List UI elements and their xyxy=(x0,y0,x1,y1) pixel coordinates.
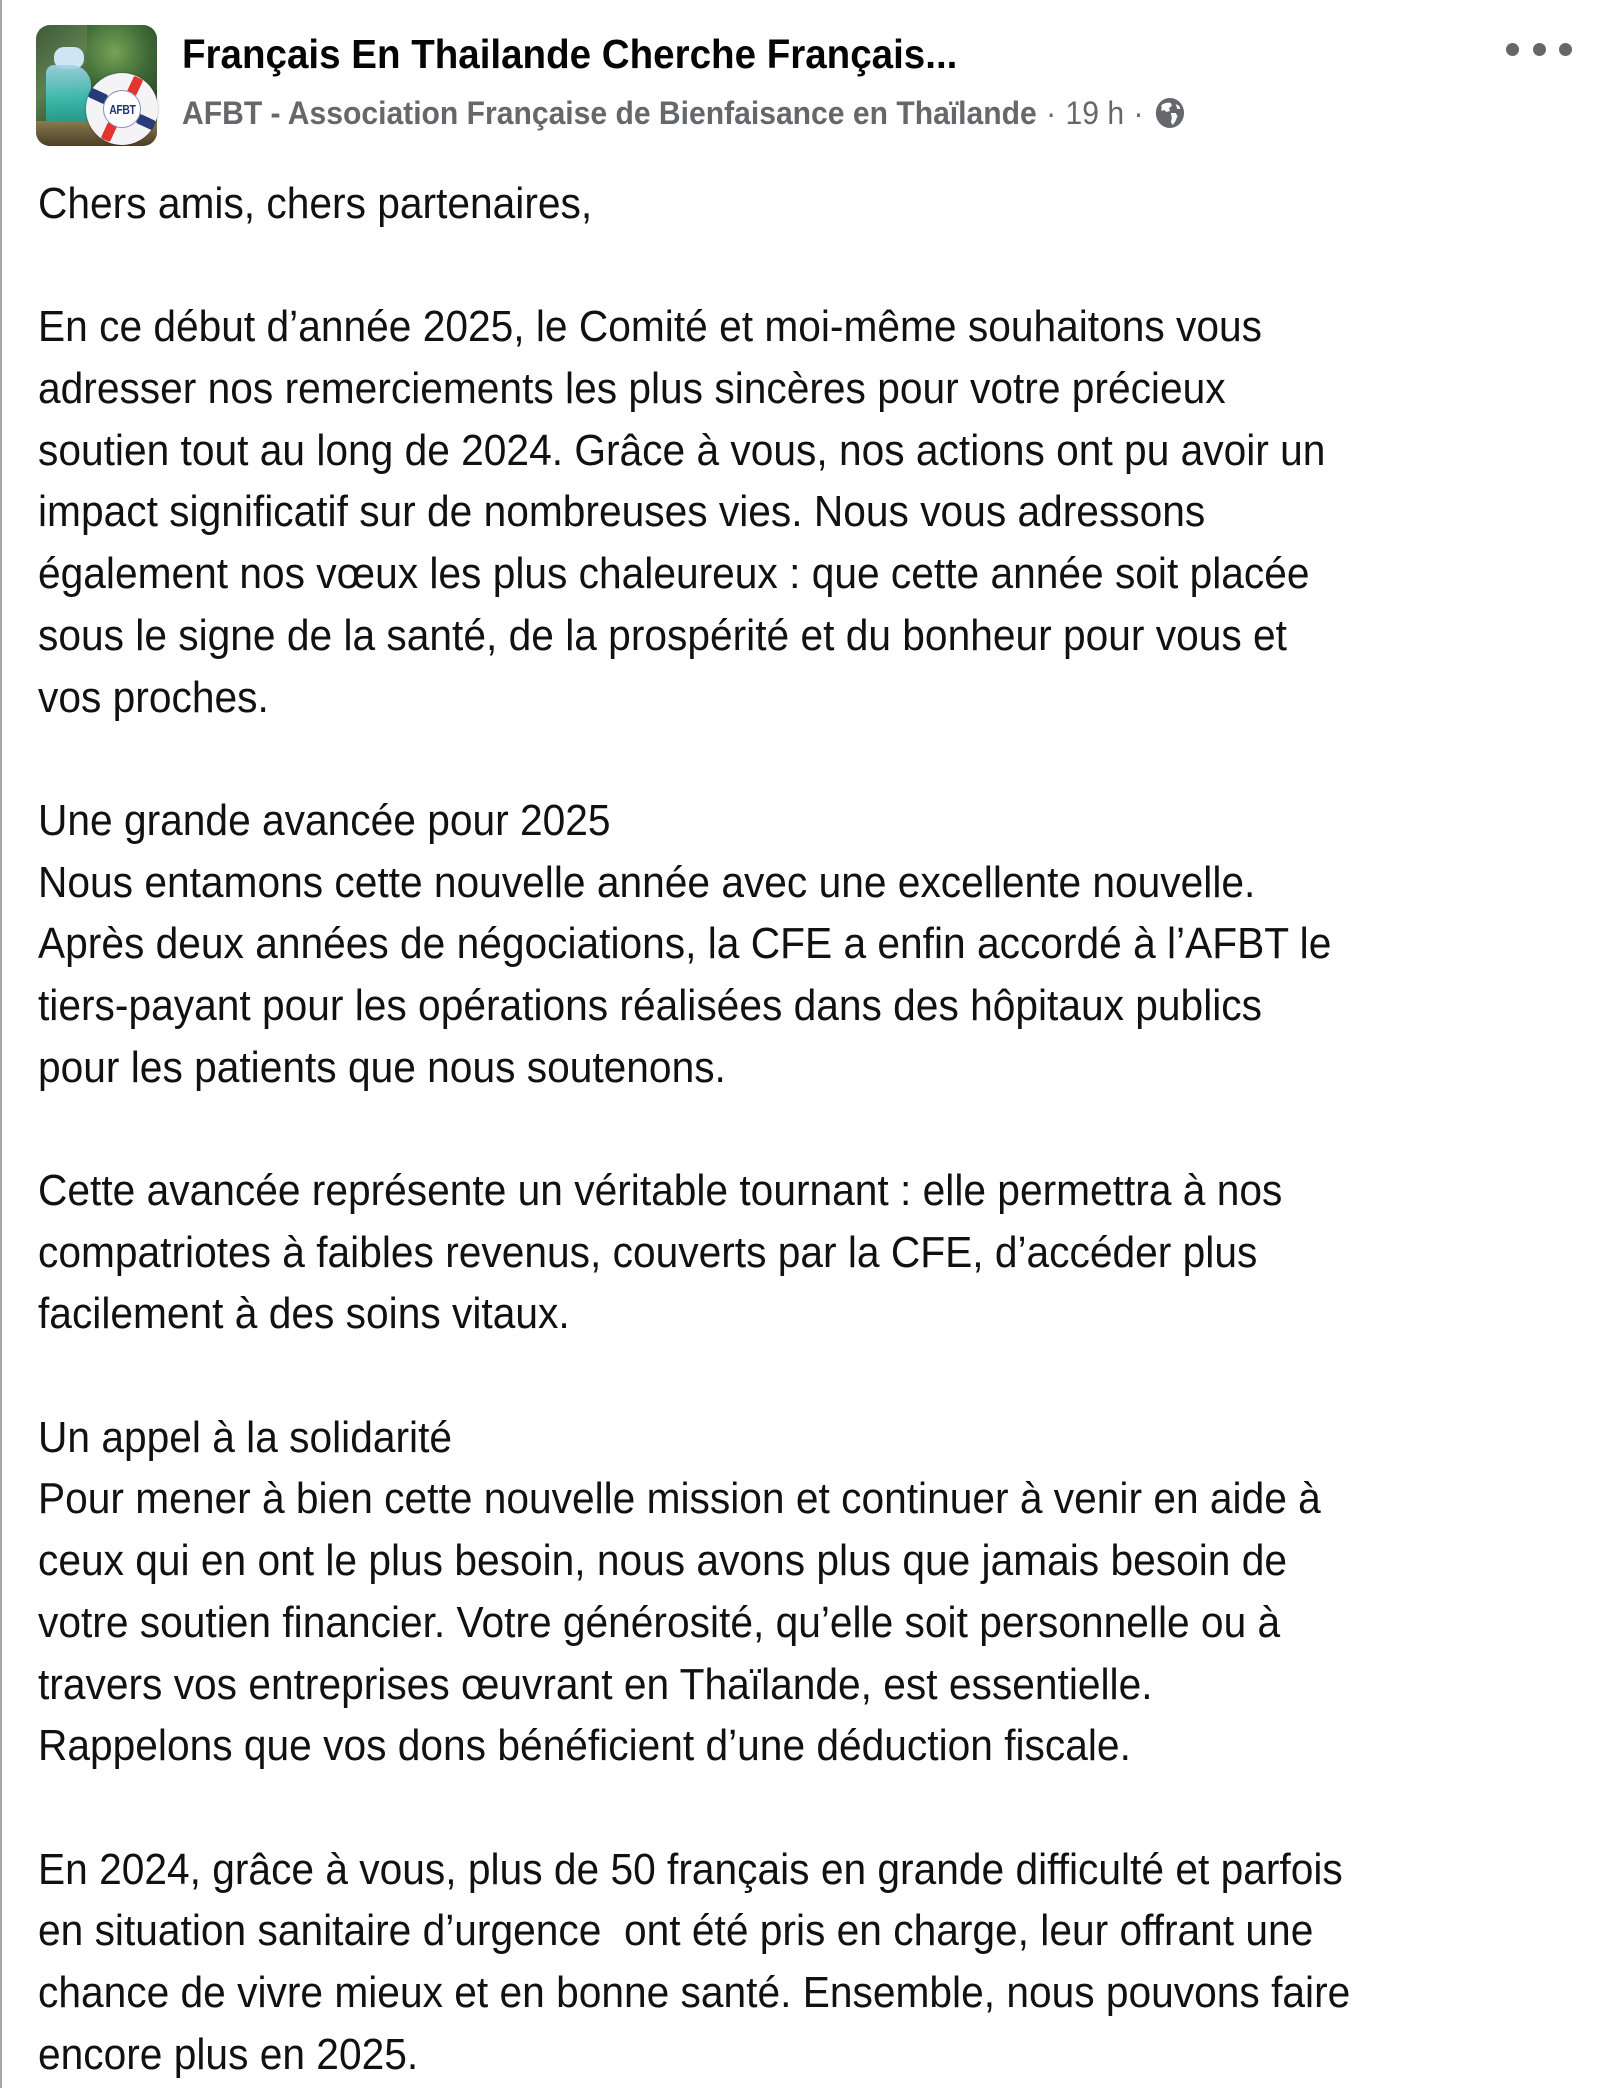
author-link[interactable]: AFBT - Association Française de Bienfaisance en Thaïlande xyxy=(182,94,1037,131)
body-line: impact significatif sur de nombreuses vies. Nous vous adressons xyxy=(38,487,1206,537)
post-timestamp-link[interactable]: 19 h xyxy=(1065,94,1125,131)
body-line: Après deux années de négociations, la CFE a enfin accordé à l’AFBT le xyxy=(38,919,1332,969)
body-line: Cette avancée représente un véritable tournant : elle permettra à nos xyxy=(38,1166,1283,1215)
section-heading-advance: Une grande avancée pour 2025 xyxy=(38,795,611,845)
body-line: soutien tout au long de 2024. Grâce à vous, nos actions ont pu avoir un xyxy=(38,425,1326,475)
body-line: Chers amis, chers partenaires, xyxy=(38,179,593,228)
section-heading-solidarity: Un appel à la solidarité xyxy=(38,1412,453,1462)
body-line: chance de vivre mieux et en bonne santé. Ensemble, nous pouvons faire xyxy=(38,1967,1351,2017)
meta-separator: · xyxy=(1133,94,1144,131)
body-line: En 2024, grâce à vous, plus de 50 français en grande difficulté et parfois xyxy=(38,1844,1343,1894)
logo-text: AFBT xyxy=(108,101,136,117)
body-line: encore plus en 2025. xyxy=(38,2029,419,2079)
meta-separator: · xyxy=(1046,94,1057,131)
body-line: votre soutien financier. Votre générosité, qu’elle soit personnelle ou à xyxy=(38,1597,1281,1647)
group-title-link[interactable]: Français En Thailande Cherche Français... xyxy=(182,31,958,77)
more-horizontal-icon xyxy=(1533,43,1546,56)
body-line: En ce début d’année 2025, le Comité et moi-même souhaitons vous xyxy=(38,302,1262,352)
more-horizontal-icon xyxy=(1506,43,1519,56)
body-line: Pour mener à bien cette nouvelle mission et continuer à venir en aide à xyxy=(38,1474,1321,1524)
body-line: en situation sanitaire d’urgence ont été pris en charge, leur offrant une xyxy=(38,1906,1314,1956)
body-line: également nos vœux les plus chaleureux : que cette année soit placée xyxy=(38,549,1310,599)
post-left-border xyxy=(0,0,2,2088)
body-line: travers vos entreprises œuvrant en Thaïlande, est essentielle. xyxy=(38,1659,1153,1709)
body-line: compatriotes à faibles revenus, couverts par la CFE, d’accéder plus xyxy=(38,1227,1258,1277)
body-line: pour les patients que nous soutenons. xyxy=(38,1042,726,1092)
more-horizontal-icon xyxy=(1559,43,1572,56)
afbt-lifebuoy-logo[interactable] xyxy=(86,73,158,145)
more-options-button[interactable] xyxy=(1506,34,1572,64)
globe-icon[interactable] xyxy=(1155,97,1185,129)
body-line: Rappelons que vos dons bénéficient d’une déduction fiscale. xyxy=(38,1721,1131,1771)
post-body-text xyxy=(38,173,1578,2085)
body-line: vos proches. xyxy=(38,672,269,722)
post-meta xyxy=(182,90,1185,136)
body-line: ceux qui en ont le plus besoin, nous avons plus que jamais besoin de xyxy=(38,1536,1287,1586)
body-line: facilement à des soins vitaux. xyxy=(38,1289,570,1339)
body-line: sous le signe de la santé, de la prospérité et du bonheur pour vous et xyxy=(38,610,1287,660)
body-line: adresser nos remerciements les plus sincères pour votre précieux xyxy=(38,364,1226,414)
body-line: Nous entamons cette nouvelle année avec une excellente nouvelle. xyxy=(38,857,1256,907)
body-line: tiers-payant pour les opérations réalisées dans des hôpitaux publics xyxy=(38,980,1262,1030)
